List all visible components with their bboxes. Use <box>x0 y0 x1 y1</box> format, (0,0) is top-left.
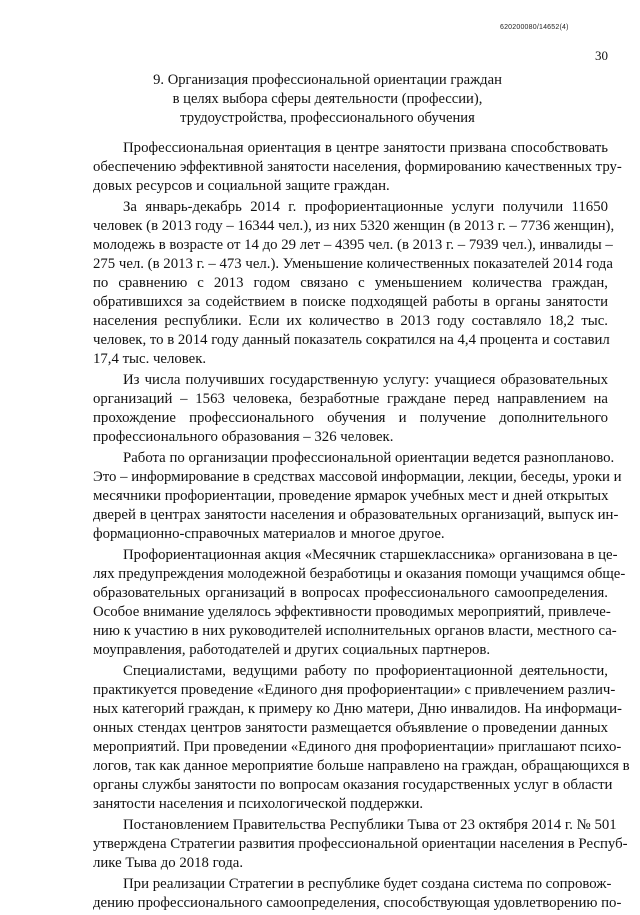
text-line: За январь-декабрь 2014 г. профориентационные услуги получили 11650 <box>123 199 608 215</box>
text-line: организаций – 1563 человека, безработные граждане перед направлением на <box>93 391 608 407</box>
text-line: При реализации Стратегии в республике будет создана система по сопровож- <box>123 876 612 892</box>
text-line: Особое внимание уделялось эффективности проводимых мероприятий, привлече- <box>93 604 611 620</box>
section-title <box>100 71 555 128</box>
paragraph <box>93 198 615 369</box>
text-line: Это – информирование в средствах массовой информации, лекции, беседы, уроки и <box>93 469 622 485</box>
document-id: 620200080/14652(4) <box>500 24 569 31</box>
text-line: моуправления, работодателей и других социальных партнеров. <box>93 642 491 658</box>
title-line: 9. Организация профессиональной ориентации граждан <box>153 72 502 88</box>
text-line: месячники профориентации, проведение ярмарок учебных мест и дней открытых <box>93 488 609 504</box>
text-line: логов, так как данное мероприятие больше направлено на граждан, обращающихся в <box>93 758 630 774</box>
text-line: ных категорий граждан, к примеру ко Дню матери, Дню инвалидов. На информаци- <box>93 701 622 717</box>
text-line: Работа по организации профессиональной ориентации ведется разнопланово. <box>123 450 615 466</box>
paragraph <box>93 875 622 913</box>
text-line: утверждена Стратегии развития профессиональной ориентации населения в Респуб- <box>93 836 628 852</box>
text-line: обеспечению эффективной занятости населения, формированию качественных тру- <box>93 159 622 175</box>
text-line: формационно-справочных материалов и многое другое. <box>93 526 445 542</box>
text-line: занятости населения и психологической поддержки. <box>93 796 424 812</box>
text-line: дению профессионального самоопределения, способствующая удовлетворению по- <box>93 895 622 911</box>
paragraph <box>93 546 626 660</box>
text-line: по сравнению с 2013 годом связано с уменьшением количества граждан, <box>93 275 608 291</box>
title-line: трудоустройства, профессионального обучения <box>180 110 475 126</box>
paragraph <box>93 371 608 447</box>
text-line: 275 чел. (в 2013 г. – 473 чел.). Уменьшение количественных показателей 2014 года <box>93 256 613 272</box>
text-line: довых ресурсов и социальной защите граждан. <box>93 178 390 194</box>
text-line: человек, то в 2014 году данный показатель сократился на 4,4 процента и составил <box>93 332 610 348</box>
page-number: 30 <box>595 48 608 63</box>
title-line: в целях выбора сферы деятельности (профессии), <box>172 91 483 107</box>
document-body <box>93 139 630 915</box>
paragraph <box>93 816 628 873</box>
paragraph <box>93 662 630 814</box>
paragraph <box>93 139 622 196</box>
text-line: практикуется проведение «Единого дня профориентации» с привлечением различ- <box>93 682 616 698</box>
text-line: человек (в 2013 году – 16344 чел.), из них 5320 женщин (в 2013 г. – 7736 женщин), <box>93 218 615 234</box>
paragraph <box>93 449 622 544</box>
text-line: прохождение профессионального обучения и получение дополнительного <box>93 410 608 426</box>
text-line: 17,4 тыс. человек. <box>93 351 207 367</box>
text-line: Специалистами, ведущими работу по профориентационной деятельности, <box>123 663 608 679</box>
text-line: Из числа получивших государственную услугу: учащиеся образовательных <box>123 372 608 388</box>
text-line: молодежь в возрасте от 14 до 29 лет – 4395 чел. (в 2013 г. – 7939 чел.), инвалиды – <box>93 237 613 253</box>
text-line: обратившихся за содействием в поиске подходящей работы в органы занятости <box>93 294 608 310</box>
text-line: населения республики. Если их количество в 2013 году составляло 18,2 тыс. <box>93 313 608 329</box>
text-line: профессионального образования – 326 человек. <box>93 429 394 445</box>
text-line: онных стендах центров занятости размещается объявление о проведении данных <box>93 720 608 736</box>
text-line: нию к участию в них руководителей исполнительных органов власти, местного са- <box>93 623 617 639</box>
text-line: лике Тыва до 2018 года. <box>93 855 244 871</box>
text-line: органы службы занятости по вопросам оказания государственных услуг в области <box>93 777 613 793</box>
text-line: Постановлением Правительства Республики Тыва от 23 октября 2014 г. № 501 <box>123 817 617 833</box>
text-line: образовательных организаций в вопросах профессионального самоопределения. <box>93 585 608 601</box>
text-line: дверей в центрах занятости населения и образовательных организаций, выпуск ин- <box>93 507 619 523</box>
text-line: Профессиональная ориентация в центре занятости призвана способствовать <box>123 140 608 156</box>
text-line: Профориентационная акция «Месячник старшеклассника» организована в це- <box>123 547 618 563</box>
text-line: лях предупреждения молодежной безработицы и оказания помощи учащимся обще- <box>93 566 626 582</box>
text-line: мероприятий. При проведении «Единого дня профориентации» приглашают психо- <box>93 739 622 755</box>
